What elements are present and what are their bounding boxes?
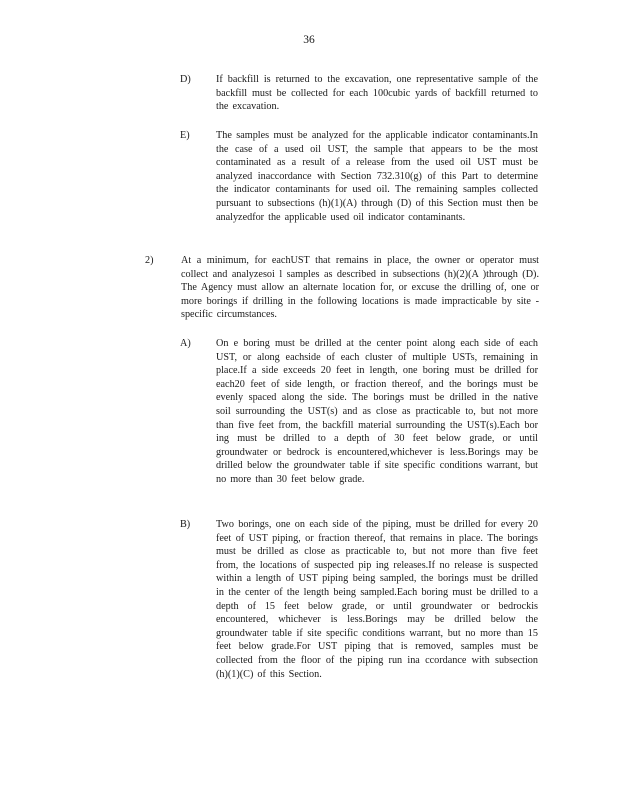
page-number: 36 bbox=[303, 34, 315, 46]
subsection-marker: A) bbox=[180, 338, 191, 349]
subsection-text: If backfill is returned to the excavation, one representative sample of the backfill must be collected for each 100cubic yards of backfill returned to the excavation. bbox=[216, 74, 538, 113]
subsection-marker: E) bbox=[180, 130, 190, 141]
section-marker: 2) bbox=[145, 255, 154, 266]
subsection-marker: D) bbox=[180, 74, 191, 85]
subsection-marker: B) bbox=[180, 519, 191, 530]
section-text: At a minimum, for eachUST that remains in place, the owner or operator must collect and analyzesoi l samples as described in subsections (h)(2)(A )through (D). The Agency must allow an alternate location for, or excuse the drilling of, one or more borings if drilling in the following locations is made impracticable by site -specific circumstances. bbox=[181, 255, 539, 321]
subsection-text: The samples must be analyzed for the applicable indicator contaminants.In the case of a used oil UST, the sample that appears to be the most contaminated as a result of a release from the used oil UST must be analyzed inaccordance with Section 732.310(g) of this Part to determine the indicator contaminants for used oil. The remaining samples collected pursuant to subsections (h)(1)(A) through (D) of this Section must then be analyzedfor the applicable used oil indicator contaminants. bbox=[216, 130, 538, 223]
subsection-text: On e boring must be drilled at the center point along each side of each UST, or along eachside of each cluster of multiple USTs, remaining in place.If a side exceeds 20 feet in length, one boring must be drilled for each20 feet of side length, or fraction thereof, and the borings must be evenly spaced along the side. The borings must be drilled in the native soil surrounding the UST(s) and as close as practicable to, but not more than five feet from, the backfill material surrounding the UST(s).Each bor ing must be drilled to a depth of 30 feet below grade, or until groundwater or bedrock is encountered,whichever is less.Borings may be drilled below the groundwater table if site specific conditions warrant, but no more than 30 feet below grade. bbox=[216, 338, 538, 485]
subsection-text: Two borings, one on each side of the piping, must be drilled for every 20 feet of UST piping, or fraction thereof, that remains in place. The borings must be drilled as close as practicable to, but not more than five feet from, the locations of suspected pip ing releases.If no release is suspected within a length of UST piping being sampled, the borings must be drilled in the center of the length being sampled.Each boring must be drilled to a depth of 15 feet below grade, or until groundwater or bedrockis encountered, whichever is less.Borings may be drilled below the groundwater table if site specific conditions warrant, but no more than 15 feet below grade.For UST piping that is removed, samples must be collected from the floor of the piping run ina ccordance with subsection (h)(1)(C) of this Section. bbox=[216, 519, 538, 680]
